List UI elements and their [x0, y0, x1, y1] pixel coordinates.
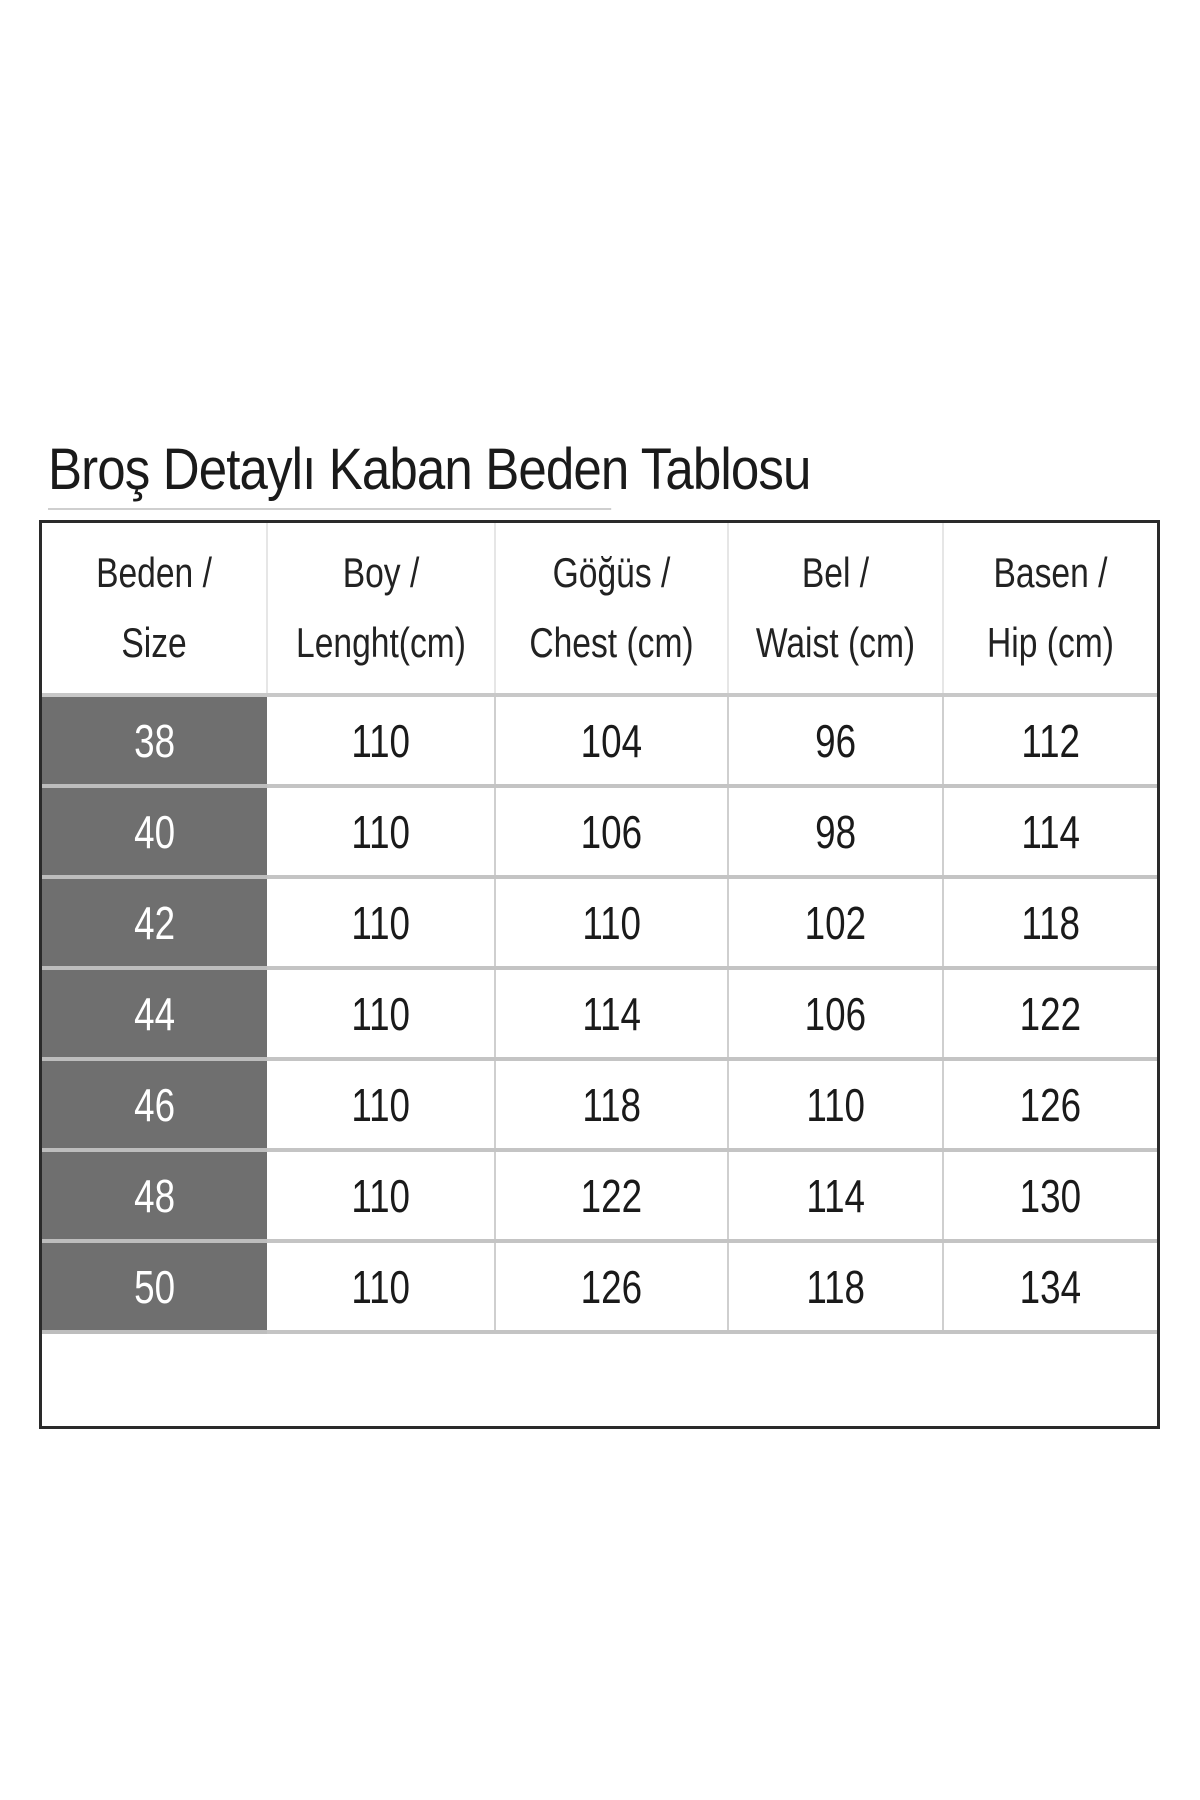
hip-cell: 114 [943, 786, 1157, 877]
table-row [42, 1241, 1157, 1332]
size-cell: 44 [42, 968, 267, 1059]
table-row [42, 968, 1157, 1059]
header-hip [943, 523, 1157, 695]
waist-cell: 118 [728, 1241, 943, 1332]
header-chest [495, 523, 728, 695]
waist-cell: 98 [728, 786, 943, 877]
table-row [42, 695, 1157, 786]
size-cell: 42 [42, 877, 267, 968]
hip-cell: 122 [943, 968, 1157, 1059]
size-cell: 46 [42, 1059, 267, 1150]
header-length-line1: Boy / [342, 549, 420, 596]
hip-cell: 118 [943, 877, 1157, 968]
waist-cell: 102 [728, 877, 943, 968]
length-cell: 110 [267, 877, 495, 968]
table-row [42, 1150, 1157, 1241]
chest-cell: 114 [495, 968, 728, 1059]
length-cell: 110 [267, 695, 495, 786]
length-cell: 110 [267, 1241, 495, 1332]
header-waist [728, 523, 943, 695]
header-chest-line1: Göğüs / [552, 549, 671, 596]
size-cell: 38 [42, 695, 267, 786]
header-waist-line1: Bel / [801, 549, 870, 596]
table-row [42, 877, 1157, 968]
hip-cell: 126 [943, 1059, 1157, 1150]
chest-cell: 118 [495, 1059, 728, 1150]
header-waist-line2: Waist (cm) [755, 619, 916, 666]
chart-title: Broş Detaylı Kaban Beden Tablosu [48, 432, 611, 510]
table-row [42, 1059, 1157, 1150]
header-size-line1: Beden / [96, 549, 212, 596]
length-cell: 110 [267, 1150, 495, 1241]
header-size [42, 523, 267, 695]
length-cell: 110 [267, 1059, 495, 1150]
header-size-line2: Size [121, 619, 187, 666]
size-cell: 40 [42, 786, 267, 877]
size-chart-frame [39, 520, 1160, 1429]
header-chest-line2: Chest (cm) [529, 619, 694, 666]
hip-cell: 134 [943, 1241, 1157, 1332]
size-cell: 50 [42, 1241, 267, 1332]
chest-cell: 106 [495, 786, 728, 877]
size-cell: 48 [42, 1150, 267, 1241]
waist-cell: 114 [728, 1150, 943, 1241]
header-length [267, 523, 495, 695]
header-hip-line2: Hip (cm) [987, 619, 1114, 666]
waist-cell: 96 [728, 695, 943, 786]
header-hip-line1: Basen / [993, 549, 1108, 596]
chest-cell: 126 [495, 1241, 728, 1332]
header-row [42, 523, 1157, 695]
hip-cell: 112 [943, 695, 1157, 786]
chest-cell: 104 [495, 695, 728, 786]
hip-cell: 130 [943, 1150, 1157, 1241]
chest-cell: 122 [495, 1150, 728, 1241]
header-length-line2: Lenght(cm) [296, 619, 466, 666]
waist-cell: 110 [728, 1059, 943, 1150]
length-cell: 110 [267, 786, 495, 877]
chest-cell: 110 [495, 877, 728, 968]
length-cell: 110 [267, 968, 495, 1059]
waist-cell: 106 [728, 968, 943, 1059]
size-chart-table [42, 523, 1157, 1334]
table-row [42, 786, 1157, 877]
